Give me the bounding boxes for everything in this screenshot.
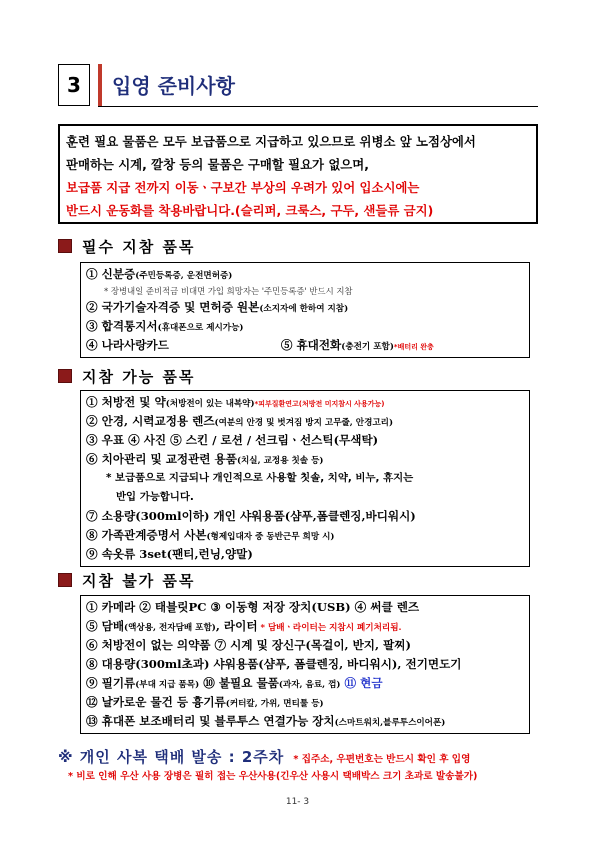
list-item: ⑧ 가족관계증명서 사본(형제입대자 중 동반근무 희망 시) <box>86 528 335 542</box>
list-item-note: * 장병내일 준비적금 비대면 가입 희망자는 '주민등록증' 반드시 지참 <box>104 286 353 296</box>
notice-line-4: 반드시 운동화를 착용바랍니다.(슬리퍼, 크룩스, 구두, 샌들류 금지) <box>66 203 434 218</box>
list-item-note: * 보급품으로 지급되나 개인적으로 사용할 칫솔, 치약, 비누, 휴지는 <box>106 472 414 484</box>
list-item: ⑬ 휴대폰 보조배터리 및 블루투스 연결가능 장치(스마트워치,블루투스이어폰) <box>86 714 446 728</box>
required-items-box <box>80 262 530 358</box>
list-item: ② 안경, 시력교정용 렌즈(여분의 안경 및 벗겨짐 방지 고무줄, 안경고리) <box>86 414 394 428</box>
list-item: ① 신분증(주민등록증, 운전면허증) <box>86 267 233 281</box>
notice-line-2: 판매하는 시계, 깔창 등의 물품은 구매할 필요가 없으며, <box>66 157 369 172</box>
list-item: ⑨ 필기류(부대 지급 품목) ⑩ 불필요 물품(과자, 음료, 껌) ⑪ 현금 <box>86 676 383 690</box>
square-bullet-icon <box>58 239 72 253</box>
delivery-title: ※ 개인 사복 택배 발송 : 2주차 <box>58 748 285 766</box>
section-header <box>58 64 538 106</box>
title-underline <box>98 106 538 107</box>
prohibited-items-box <box>80 595 530 734</box>
page-title: 입영 준비사항 <box>112 74 235 98</box>
delivery-note-2: * 비로 인해 우산 사용 장병은 필히 접는 우산사용(긴우산 사용시 택배박스 크기 초과로 발송불가) <box>68 771 478 782</box>
list-item: ⑦ 소용량(300ml이하) 개인 샤워용품(샴푸,폼클렌징,바디워시) <box>86 509 416 523</box>
prohibited-section-title: 지참 불가 품목 <box>82 571 196 590</box>
notice-line-3: 보급품 지급 전까지 이동ㆍ구보간 부상의 우려가 있어 입소시에는 <box>66 180 420 195</box>
allowed-section-title: 지참 가능 품목 <box>82 367 196 386</box>
required-section-header <box>58 236 195 256</box>
allowed-items-box <box>80 390 530 567</box>
list-item: ⑨ 속옷류 3set(팬티,런닝,양말) <box>86 547 253 561</box>
section-number: 3 <box>58 64 90 106</box>
delivery-notice <box>58 746 470 767</box>
list-item-note: 반입 가능합니다. <box>116 491 194 503</box>
notice-line-1: 훈련 필요 물품은 모두 보급품으로 지급하고 있으므로 위병소 앞 노점상에서 <box>66 134 476 149</box>
list-item: ⑥ 치아관리 및 교정관련 용품(치실, 교정용 칫솔 등) <box>86 452 324 466</box>
list-item: ③ 우표 ④ 사진 ⑤ 스킨 / 로션 / 선크림ㆍ선스틱(무색탁) <box>86 433 379 447</box>
required-section-title: 필수 지참 품목 <box>82 237 196 256</box>
list-item: ④ 나라사랑카드 ⑤ 휴대전화(충전기 포함)*배터리 완충 <box>86 338 434 352</box>
list-item: ① 처방전 및 약(처방전이 있는 내복약)*피부질환연고(처방전 미지참시 사용가능) <box>86 395 385 409</box>
list-item: ① 카메라 ② 태블릿PC ③ 이동형 저장 장치(USB) ④ 써클 렌즈 <box>86 600 420 614</box>
square-bullet-icon <box>58 369 72 383</box>
list-item: ⑫ 날카로운 물건 등 흉기류(커터칼, 가위, 면티툴 등) <box>86 695 324 709</box>
list-item: ② 국가기술자격증 및 면허증 원본(소지자에 한하여 지참) <box>86 300 349 314</box>
list-item: ③ 합격통지서(휴대폰으로 제시가능) <box>86 319 244 333</box>
page-number: 11- 3 <box>285 797 310 807</box>
list-item: ⑥ 처방전이 없는 의약품 ⑦ 시계 및 장신구(목걸이, 반지, 팔찌) <box>86 638 411 652</box>
prohibited-section-header <box>58 570 195 590</box>
allowed-section-header <box>58 366 195 386</box>
list-item: ⑤ 담배(액상용, 전자담배 포함), 라이터 * 담배ㆍ라이터는 지참시 폐기처리됨. <box>86 619 402 633</box>
list-item: ⑧ 대용량(300ml초과) 샤워용품(샴푸, 폼클렌징, 바디워시), 전기면도기 <box>86 657 462 671</box>
notice-box <box>58 124 538 224</box>
delivery-note-1: * 집주소, 우편번호는 반드시 확인 후 입영 <box>293 754 471 765</box>
title-accent-bar <box>98 64 102 106</box>
square-bullet-icon <box>58 573 72 587</box>
